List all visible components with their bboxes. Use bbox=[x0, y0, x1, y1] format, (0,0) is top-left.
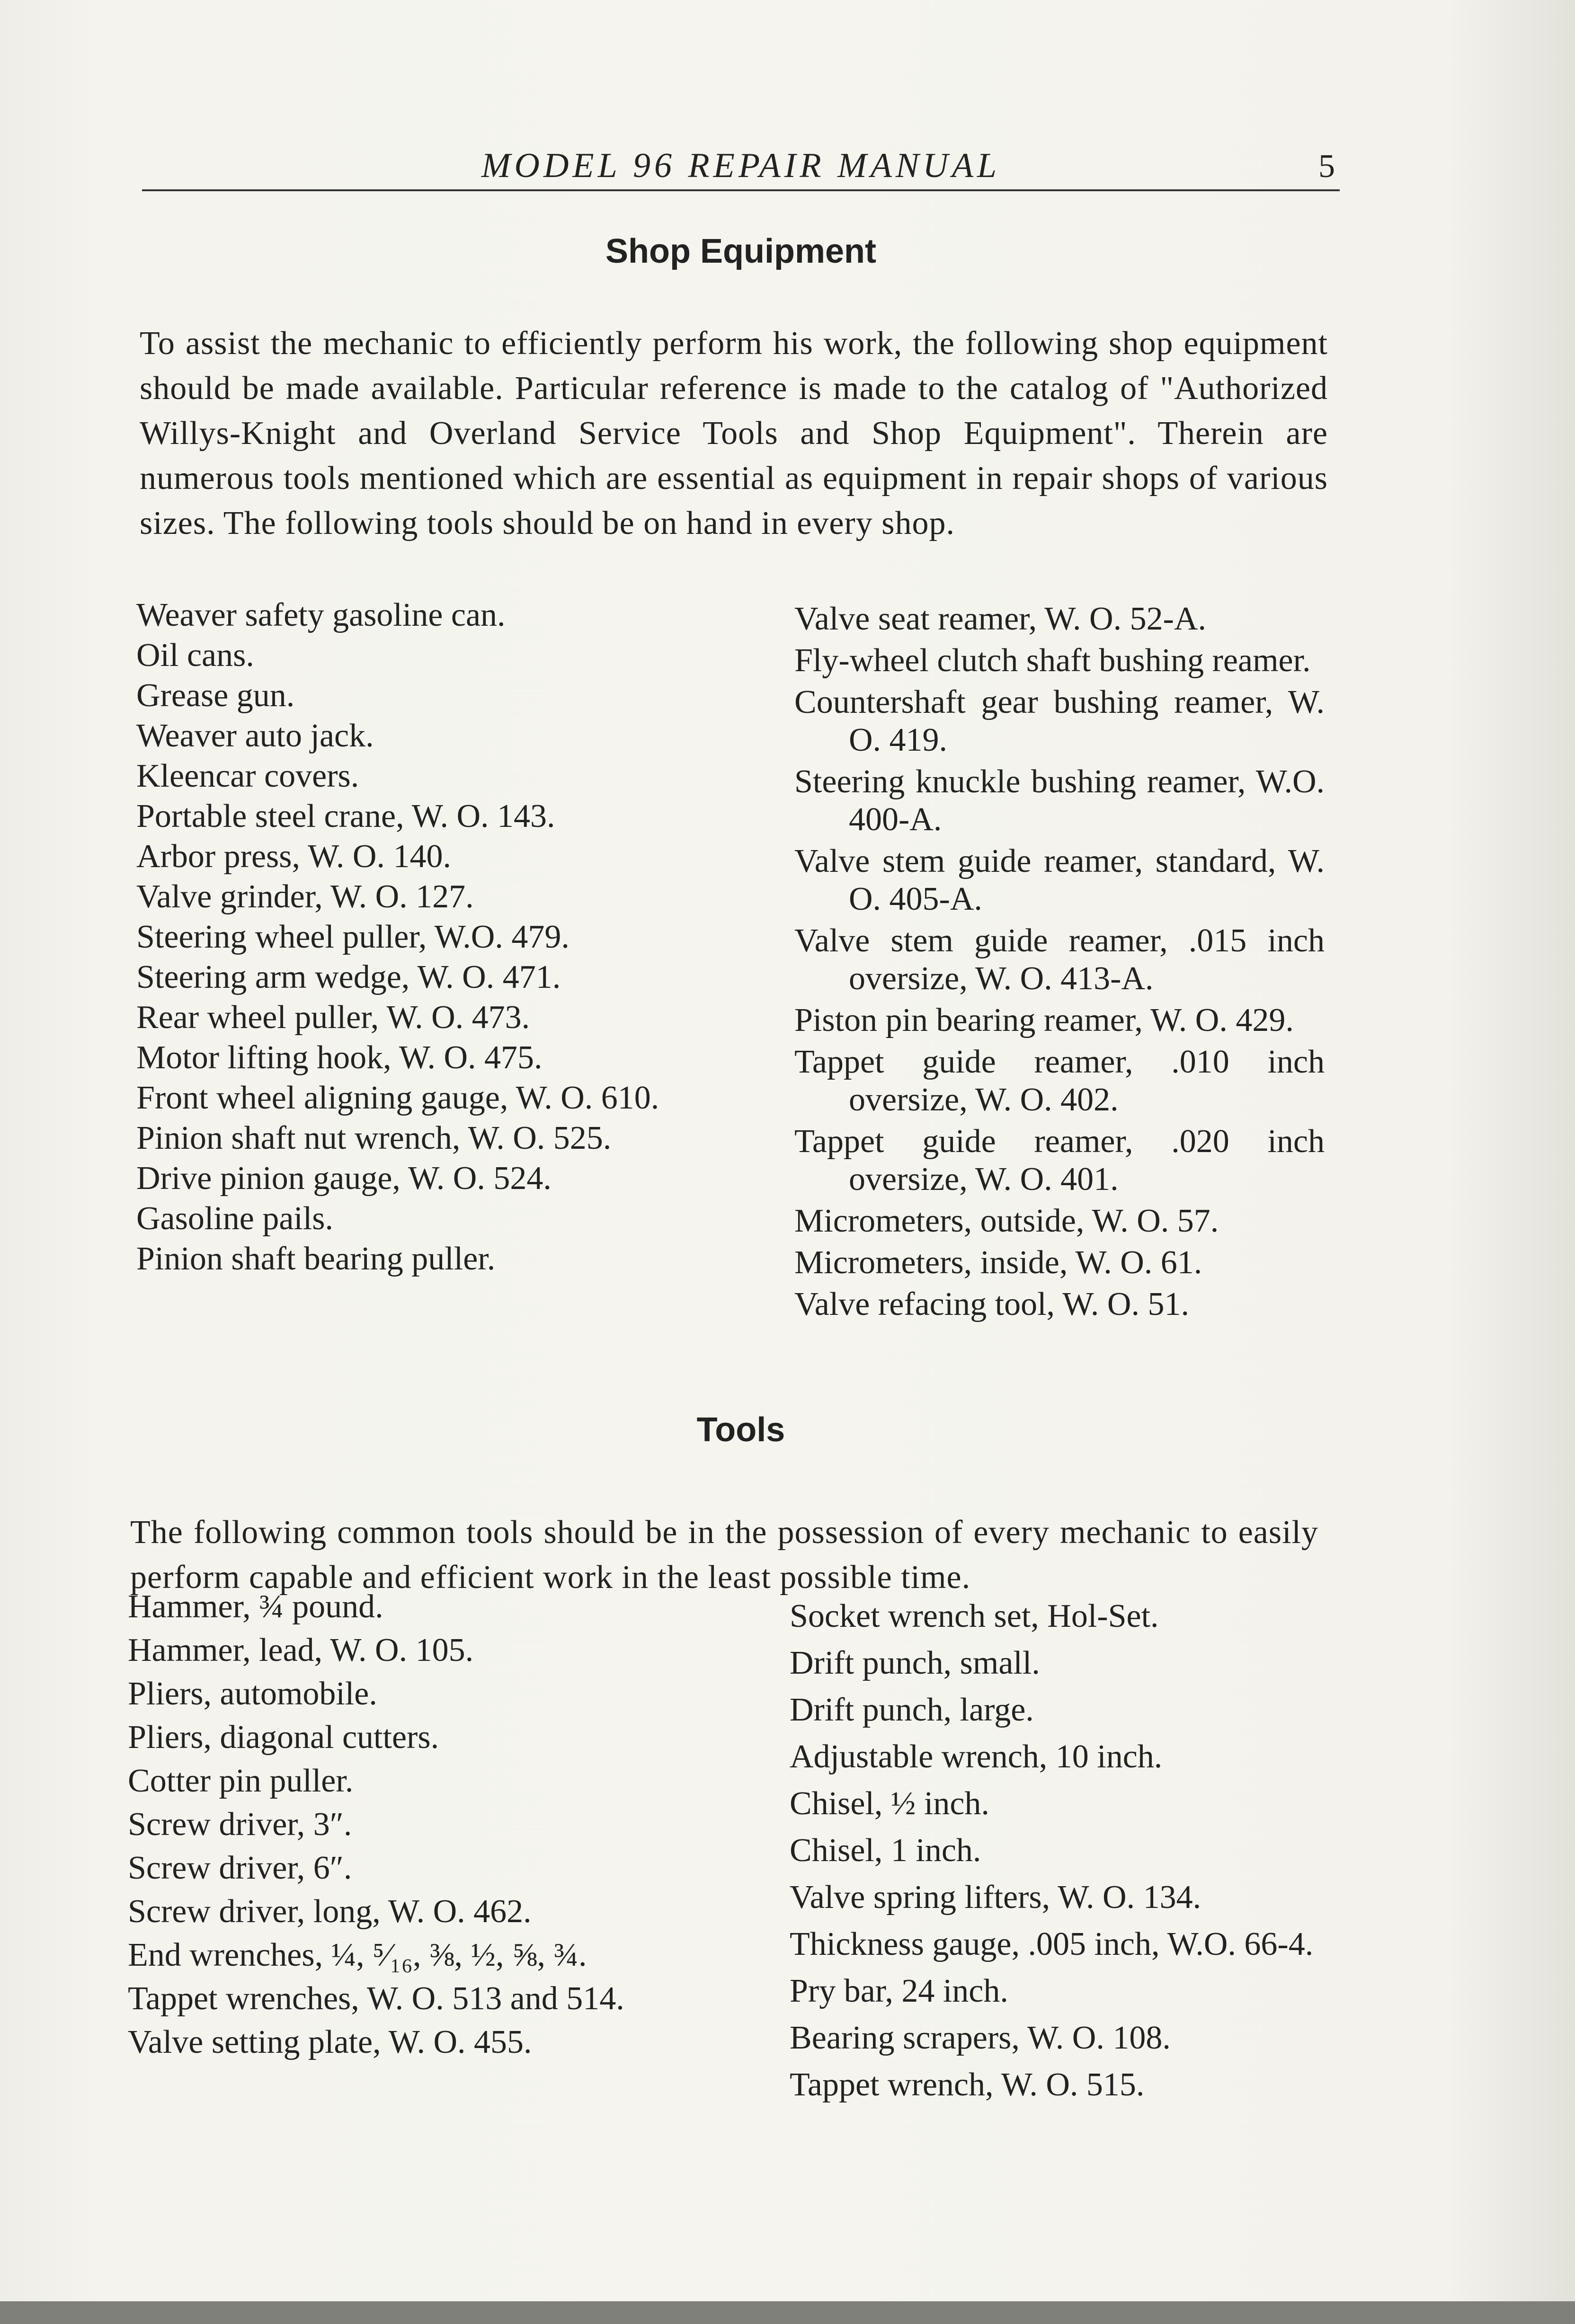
list-item: Pry bar, 24 inch. bbox=[790, 1973, 1008, 2009]
list-item: Weaver safety gasoline can. bbox=[136, 597, 506, 633]
list-item: Socket wrench set, Hol-Set. bbox=[790, 1598, 1159, 1634]
list-item: Piston pin bearing reamer, W. O. 429. bbox=[794, 1002, 1294, 1038]
list-item: Drive pinion gauge, W. O. 524. bbox=[136, 1160, 552, 1197]
list-item: Kleencar covers. bbox=[136, 758, 359, 794]
list-item: Grease gun. bbox=[136, 677, 295, 714]
list-item: Valve stem guide reamer, .015 inch oversize, W. O. 413-A. bbox=[794, 923, 1325, 997]
list-item: Micrometers, outside, W. O. 57. bbox=[794, 1203, 1219, 1239]
list-item: Oil cans. bbox=[136, 637, 254, 674]
list-item: End wrenches, ¼, ⁵⁄₁₆, ⅜, ½, ⅝, ¾. bbox=[128, 1937, 587, 1973]
list-item: Motor lifting hook, W. O. 475. bbox=[136, 1039, 543, 1076]
list-item: Portable steel crane, W. O. 143. bbox=[136, 798, 555, 834]
list-item: Screw driver, 3″. bbox=[128, 1806, 352, 1843]
list-item: Micrometers, inside, W. O. 61. bbox=[794, 1244, 1202, 1281]
list-item: Front wheel aligning gauge, W. O. 610. bbox=[136, 1080, 659, 1116]
list-item: Pliers, diagonal cutters. bbox=[128, 1719, 439, 1756]
list-item: Thickness gauge, .005 inch, W.O. 66-4. bbox=[790, 1926, 1314, 1962]
list-item: Arbor press, W. O. 140. bbox=[136, 838, 451, 875]
list-item: Chisel, ½ inch. bbox=[790, 1785, 989, 1822]
tools-left-list bbox=[128, 1588, 677, 2067]
list-item: Valve spring lifters, W. O. 134. bbox=[790, 1879, 1201, 1916]
list-item: Steering wheel puller, W.O. 479. bbox=[136, 919, 569, 955]
list-item: Valve grinder, W. O. 127. bbox=[136, 878, 474, 915]
list-item: Rear wheel puller, W. O. 473. bbox=[136, 999, 530, 1036]
list-item: Tappet wrench, W. O. 515. bbox=[790, 2067, 1145, 2103]
tools-right-list bbox=[790, 1597, 1329, 2113]
shop-equipment-left-list bbox=[136, 596, 671, 1280]
list-item: Screw driver, long, W. O. 462. bbox=[128, 1893, 532, 1930]
running-title: MODEL 96 REPAIR MANUAL bbox=[481, 146, 1001, 185]
list-item: Hammer, ¾ pound. bbox=[128, 1588, 383, 1625]
list-item: Pinion shaft nut wrench, W. O. 525. bbox=[136, 1120, 612, 1156]
list-item: Bearing scrapers, W. O. 108. bbox=[790, 2020, 1171, 2056]
list-item: Weaver auto jack. bbox=[136, 718, 374, 754]
list-item: Tappet guide reamer, .010 inch oversize, W. O. 402. bbox=[794, 1044, 1325, 1118]
page-header bbox=[142, 142, 1340, 191]
list-item: Fly-wheel clutch shaft bushing reamer. bbox=[794, 642, 1311, 679]
list-item: Drift punch, large. bbox=[790, 1692, 1034, 1728]
list-item: Pinion shaft bearing puller. bbox=[136, 1241, 496, 1277]
list-item: Hammer, lead, W. O. 105. bbox=[128, 1632, 474, 1668]
list-item: Drift punch, small. bbox=[790, 1645, 1040, 1681]
page-number: 5 bbox=[1318, 148, 1335, 185]
scan-bottom-edge bbox=[0, 2301, 1575, 2324]
list-item: Valve setting plate, W. O. 455. bbox=[128, 2024, 532, 2060]
tools-heading: Tools bbox=[696, 1411, 785, 1449]
list-item: Valve refacing tool, W. O. 51. bbox=[794, 1286, 1189, 1322]
list-item: Adjustable wrench, 10 inch. bbox=[790, 1739, 1163, 1775]
list-item: Countershaft gear bushing reamer, W. O. 419. bbox=[794, 684, 1325, 758]
shop-equipment-heading: Shop Equipment bbox=[605, 232, 876, 270]
list-item: Steering arm wedge, W. O. 471. bbox=[136, 959, 561, 995]
list-item: Pliers, automobile. bbox=[128, 1676, 377, 1712]
shop-equipment-intro: To assist the mechanic to efficiently perform his work, the following shop equipment should be made available. Particular reference is made to the catalog of "Authorized Willys-Knight and Overland Service Tools and Shop Equipment". Therein are numerous tools mentioned which are essential as equipment in repair shops of various sizes. The following tools should be on hand in every shop. bbox=[140, 325, 1328, 541]
list-item: Tappet guide reamer, .020 inch oversize, W. O. 401. bbox=[794, 1123, 1325, 1197]
list-item: Chisel, 1 inch. bbox=[790, 1832, 981, 1869]
list-item: Screw driver, 6″. bbox=[128, 1850, 352, 1886]
list-item: Tappet wrenches, W. O. 513 and 514. bbox=[128, 1980, 624, 2017]
list-item: Cotter pin puller. bbox=[128, 1763, 354, 1799]
list-item: Gasoline pails. bbox=[136, 1200, 334, 1237]
shop-equipment-right-list bbox=[794, 600, 1325, 1327]
list-item: Valve stem guide reamer, standard, W. O. 405-A. bbox=[794, 843, 1325, 917]
list-item: Steering knuckle bushing reamer, W.O. 400-A. bbox=[794, 763, 1325, 838]
tools-intro: The following common tools should be in the possession of every mechanic to easily perform capable and efficient work in the least possible time. bbox=[130, 1514, 1318, 1596]
list-item: Valve seat reamer, W. O. 52-A. bbox=[794, 601, 1206, 637]
